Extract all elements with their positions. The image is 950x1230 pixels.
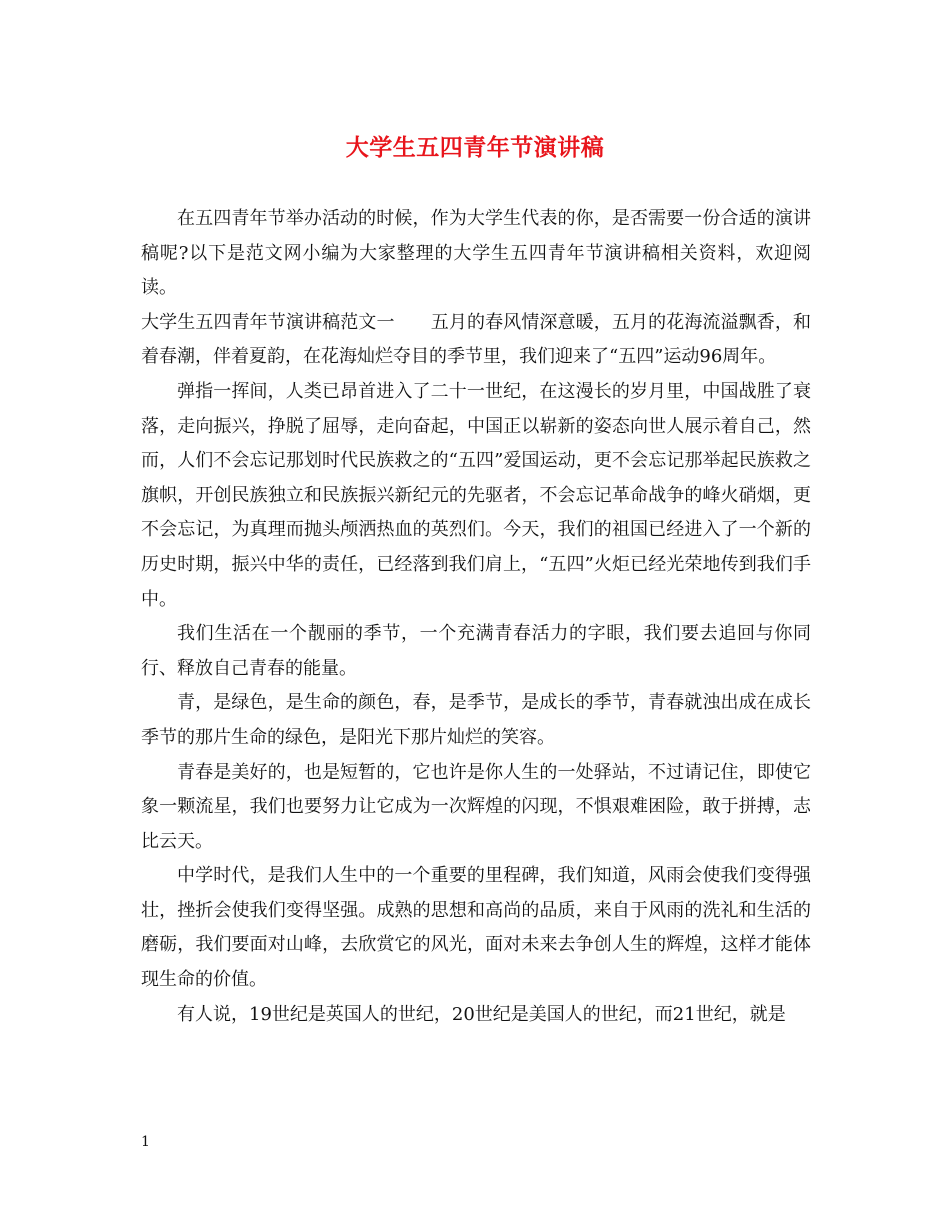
body-paragraph: 中学时代，是我们人生中的一个重要的里程碑，我们知道，风雨会使我们变得强壮，挫折会使我们变得坚强。成熟的思想和高尚的品质，来自于风雨的洗礼和生活的磨砺，我们要面对山峰，去欣赏它的风光，面对未来去争创人生的辉煌，这样才能体现生命的价值。 bbox=[141, 865, 811, 991]
section-paragraph bbox=[141, 306, 811, 375]
section-heading: 大学生五四青年节演讲稿范文一 bbox=[141, 311, 395, 333]
section-first-text: 五月的春风情深意暖，五月的花海流溢飘香，和着春潮，伴着夏韵，在花海灿烂夺目的季节里，我们迎来了“五四”运动96周年。 bbox=[141, 311, 812, 368]
body-paragraph: 有人说，19世纪是英国人的世纪，20世纪是美国人的世纪，而21世纪，就是 bbox=[177, 1003, 786, 1025]
document-body bbox=[141, 202, 811, 1032]
body-paragraph: 我们生活在一个靓丽的季节，一个充满青春活力的字眼，我们要去追回与你同行、释放自己青春的能量。 bbox=[141, 623, 811, 679]
body-paragraph: 弹指一挥间，人类已昂首进入了二十一世纪，在这漫长的岁月里，中国战胜了衰落，走向振兴，挣脱了屈辱，走向奋起，中国正以崭新的姿态向世人展示着自己，然而，人们不会忘记那划时代民族救之的“五四”爱国运动，更不会忘记那举起民族救之旗帜，开创民族独立和民族振兴新纪元的先驱者，不会忘记革命战争的峰火硝烟，更不会忘记，为真理而抛头颅洒热血的英烈们。今天，我们的祖国已经进入了一个新的历史时期，振兴中华的责任，已经落到我们肩上，“五四”火炬已经光荣地传到我们手中。 bbox=[141, 380, 811, 610]
body-paragraph: 青春是美好的，也是短暂的，它也许是你人生的一处驿站，不过请记住，即使它象一颗流星，我们也要努力让它成为一次辉煌的闪现，不惧艰难困险，敢于拼搏，志比云天。 bbox=[141, 761, 811, 852]
document-title: 大学生五四青年节演讲稿 bbox=[345, 135, 605, 161]
intro-paragraph: 在五四青年节举办活动的时候，作为大学生代表的你，是否需要一份合适的演讲稿呢?以下是范文网小编为大家整理的大学生五四青年节演讲稿相关资料，欢迎阅读。 bbox=[141, 208, 811, 299]
body-paragraph: 青，是绿色，是生命的颜色，春，是季节，是成长的季节，青春就浊出成在成长季节的那片生命的绿色，是阳光下那片灿烂的笑容。 bbox=[141, 692, 811, 748]
page-number: 1 bbox=[141, 1134, 150, 1150]
